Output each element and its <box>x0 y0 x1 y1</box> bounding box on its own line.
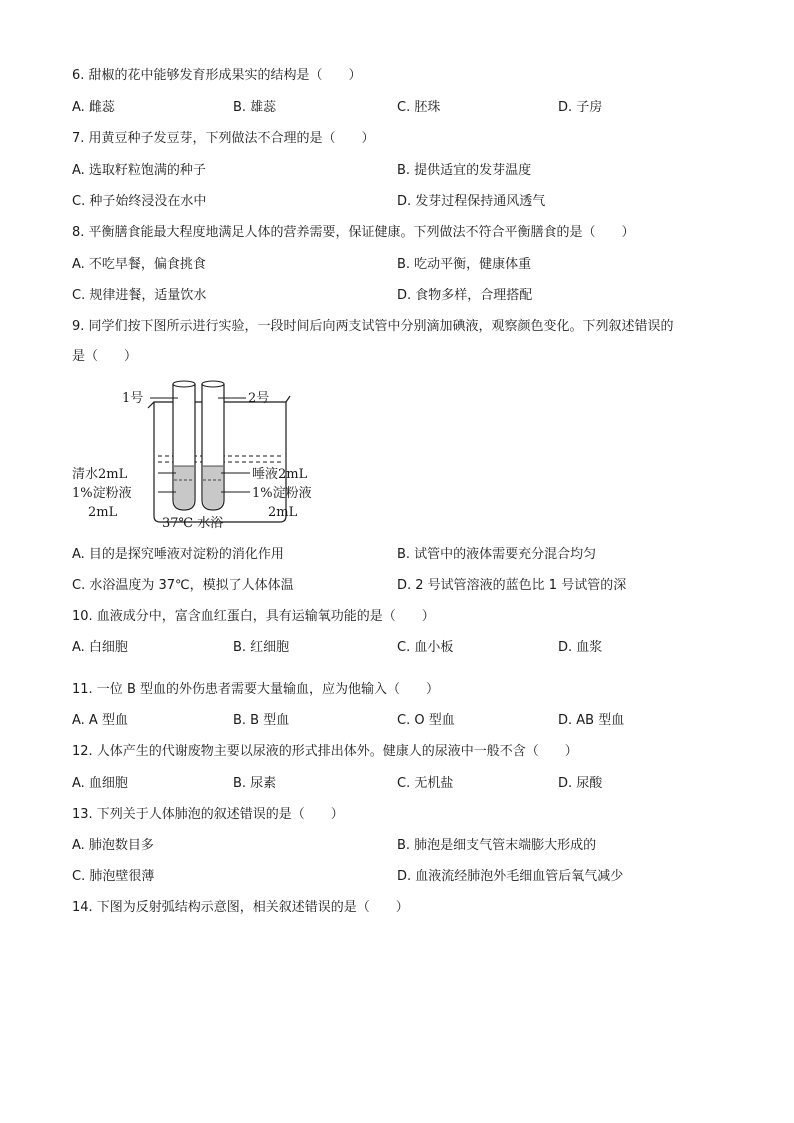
left-volume-label: 2mL <box>88 505 118 520</box>
tube-2-label: 2号 <box>248 391 270 406</box>
question-9-stem-line-2: 是（ ） <box>72 349 138 364</box>
question-13-option-b[interactable]: B. 肺泡是细支气管末端膨大形成的 <box>397 838 597 853</box>
test-tube-2-liquid <box>203 466 223 509</box>
question-8-option-b[interactable]: B. 吃动平衡，健康体重 <box>397 257 532 272</box>
question-11-stem: 11. 一位 B 型血的外伤患者需要大量输血，应为他输入（ ） <box>72 682 439 697</box>
question-10-option-d[interactable]: D. 血浆 <box>558 640 603 655</box>
question-6-stem: 6. 甜椒的花中能够发育形成果实的结构是（ ） <box>72 68 362 83</box>
tube-1-label: 1号 <box>122 391 144 406</box>
question-13-option-d[interactable]: D. 血液流经肺泡外毛细血管后氧气减少 <box>397 869 624 884</box>
question-6-option-c[interactable]: C. 胚珠 <box>397 100 441 115</box>
question-7-stem: 7. 用黄豆种子发豆芽，下列做法不合理的是（ ） <box>72 131 375 146</box>
question-9-option-d[interactable]: D. 2 号试管溶液的蓝色比 1 号试管的深 <box>397 578 627 593</box>
question-12-option-c[interactable]: C. 无机盐 <box>397 776 454 791</box>
left-water-label: 清水2mL <box>72 467 128 482</box>
question-10-option-c[interactable]: C. 血小板 <box>397 640 454 655</box>
test-tube-1-liquid <box>174 466 194 509</box>
left-starch-label: 1%淀粉液 <box>72 486 132 501</box>
question-11-option-c[interactable]: C. O 型血 <box>397 713 455 728</box>
question-12-stem: 12. 人体产生的代谢废物主要以尿液的形式排出体外。健康人的尿液中一般不含（ ） <box>72 744 578 759</box>
question-6-option-a[interactable]: A. 雌蕊 <box>72 100 115 115</box>
question-11-option-b[interactable]: B. B 型血 <box>233 713 290 728</box>
question-9-option-b[interactable]: B. 试管中的液体需要充分混合均匀 <box>397 547 597 562</box>
question-12-option-a[interactable]: A. 血细胞 <box>72 776 128 791</box>
question-10-option-b[interactable]: B. 红细胞 <box>233 640 290 655</box>
right-volume-label: 2mL <box>268 505 298 520</box>
question-9-option-c[interactable]: C. 水浴温度为 37℃，模拟了人体体温 <box>72 578 294 593</box>
question-7-option-b[interactable]: B. 提供适宜的发芽温度 <box>397 163 532 178</box>
question-6-option-d[interactable]: D. 子房 <box>558 100 603 115</box>
question-12-option-d[interactable]: D. 尿酸 <box>558 776 603 791</box>
question-8-option-d[interactable]: D. 食物多样，合理搭配 <box>397 288 533 303</box>
question-11-option-a[interactable]: A. A 型血 <box>72 713 128 728</box>
question-12-option-b[interactable]: B. 尿素 <box>233 776 277 791</box>
question-8-option-c[interactable]: C. 规律进餐，适量饮水 <box>72 288 207 303</box>
question-7-option-d[interactable]: D. 发芽过程保持通风透气 <box>397 194 546 209</box>
question-14-stem: 14. 下图为反射弧结构示意图，相关叙述错误的是（ ） <box>72 900 409 915</box>
question-6-option-b[interactable]: B. 雄蕊 <box>233 100 277 115</box>
question-13-option-a[interactable]: A. 肺泡数目多 <box>72 838 154 853</box>
question-7-option-a[interactable]: A. 选取籽粒饱满的种子 <box>72 163 206 178</box>
starch-digestion-experiment-figure <box>72 372 333 532</box>
question-8-option-a[interactable]: A. 不吃早餐，偏食挑食 <box>72 257 206 272</box>
question-9-stem-line-1: 9. 同学们按下图所示进行实验，一段时间后向两支试管中分别滴加碘液，观察颜色变化。下列叙述错误的 <box>72 319 674 334</box>
right-starch-label: 1%淀粉液 <box>252 486 312 501</box>
water-bath-label: 37℃ 水浴 <box>162 516 224 531</box>
question-8-stem: 8. 平衡膳食能最大程度地满足人体的营养需要，保证健康。下列做法不符合平衡膳食的是（ ） <box>72 225 635 240</box>
question-7-option-c[interactable]: C. 种子始终浸没在水中 <box>72 194 207 209</box>
test-tube-1-mouth <box>173 381 195 387</box>
test-tube-2-mouth <box>202 381 224 387</box>
question-10-option-a[interactable]: A. 白细胞 <box>72 640 128 655</box>
question-9-option-a[interactable]: A. 目的是探究唾液对淀粉的消化作用 <box>72 547 284 562</box>
question-11-option-d[interactable]: D. AB 型血 <box>558 713 625 728</box>
question-10-stem: 10. 血液成分中，富含血红蛋白，具有运输氧功能的是（ ） <box>72 609 435 624</box>
question-13-option-c[interactable]: C. 肺泡壁很薄 <box>72 869 155 884</box>
right-saliva-label: 唾液2mL <box>252 467 308 482</box>
question-13-stem: 13. 下列关于人体肺泡的叙述错误的是（ ） <box>72 807 344 822</box>
